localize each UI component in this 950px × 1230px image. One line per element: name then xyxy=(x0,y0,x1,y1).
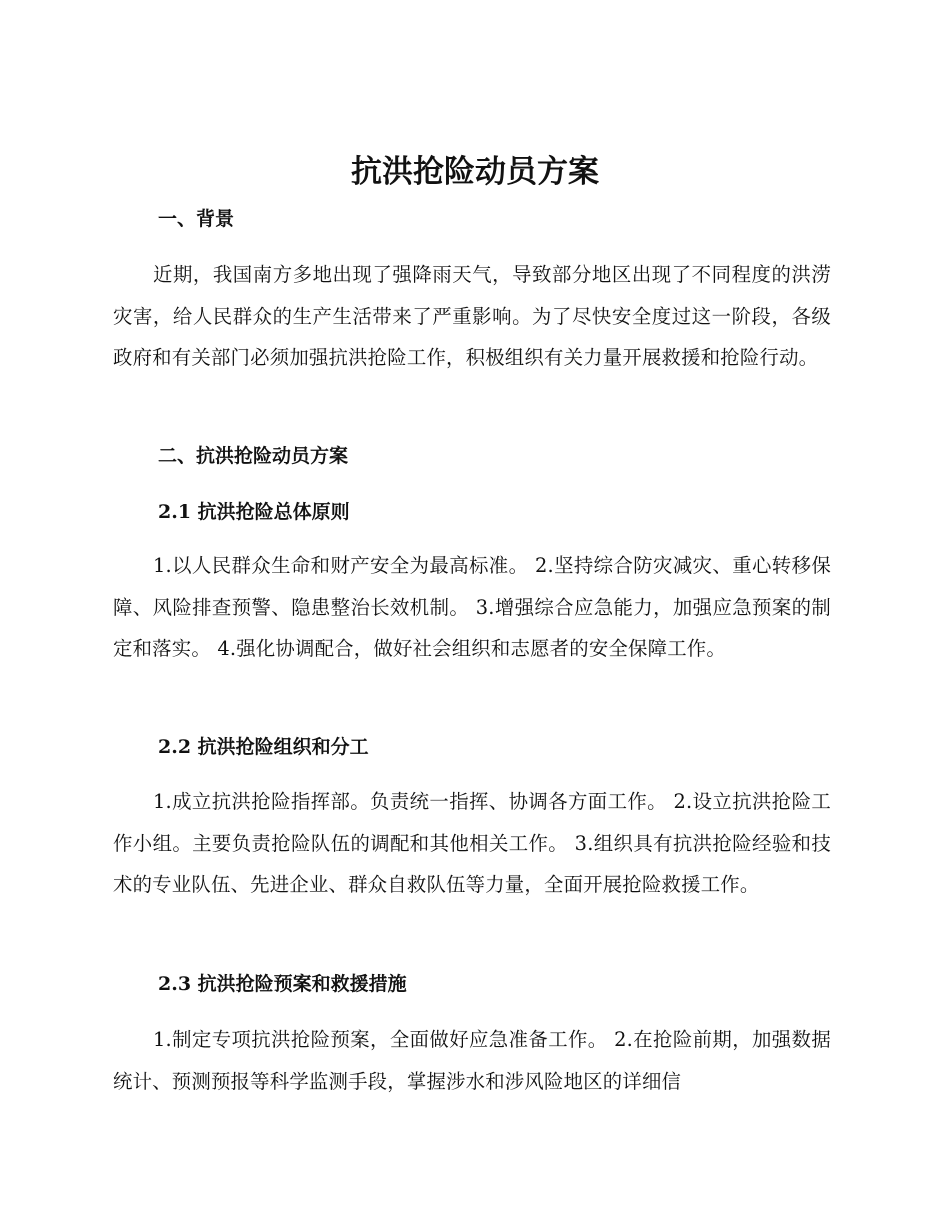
subsection-heading-2-1: 2.1 抗洪抢险总体原则 xyxy=(158,501,350,523)
section-heading-plan: 二、抗洪抢险动员方案 xyxy=(158,445,349,467)
subsection-heading-2-3: 2.3 抗洪抢险预案和救援措施 xyxy=(158,973,407,995)
section-heading-background: 一、背景 xyxy=(158,208,235,230)
organization-paragraph: 1.成立抗洪抢险指挥部。负责统一指挥、协调各方面工作。 2.设立抗洪抢险工作小组。主要负责抢险队伍的调配和其他相关工作。 3.组织具有抗洪抢险经验和技术的专业队伍、先进企业、群众自救队伍等力量，全面开展抢险救援工作。 xyxy=(113,790,831,896)
principles-paragraph: 1.以人民群众生命和财产安全为最高标准。 2.坚持综合防灾减灾、重心转移保障、风险排查预警、隐患整治长效机制。 3.增强综合应急能力，加强应急预案的制定和落实。 4.强化协调配合，做好社会组织和志愿者的安全保障工作。 xyxy=(113,554,831,660)
document-title: 抗洪抢险动员方案 xyxy=(351,154,599,190)
background-paragraph: 近期，我国南方多地出现了强降雨天气，导致部分地区出现了不同程度的洪涝灾害，给人民群众的生产生活带来了严重影响。为了尽快安全度过这一阶段，各级政府和有关部门必须加强抗洪抢险工作，积极组织有关力量开展救援和抢险行动。 xyxy=(113,263,831,369)
measures-paragraph: 1.制定专项抗洪抢险预案，全面做好应急准备工作。 2.在抢险前期，加强数据统计、预测预报等科学监测手段，掌握涉水和涉风险地区的详细信 xyxy=(113,1028,831,1093)
subsection-heading-2-2: 2.2 抗洪抢险组织和分工 xyxy=(158,736,369,758)
